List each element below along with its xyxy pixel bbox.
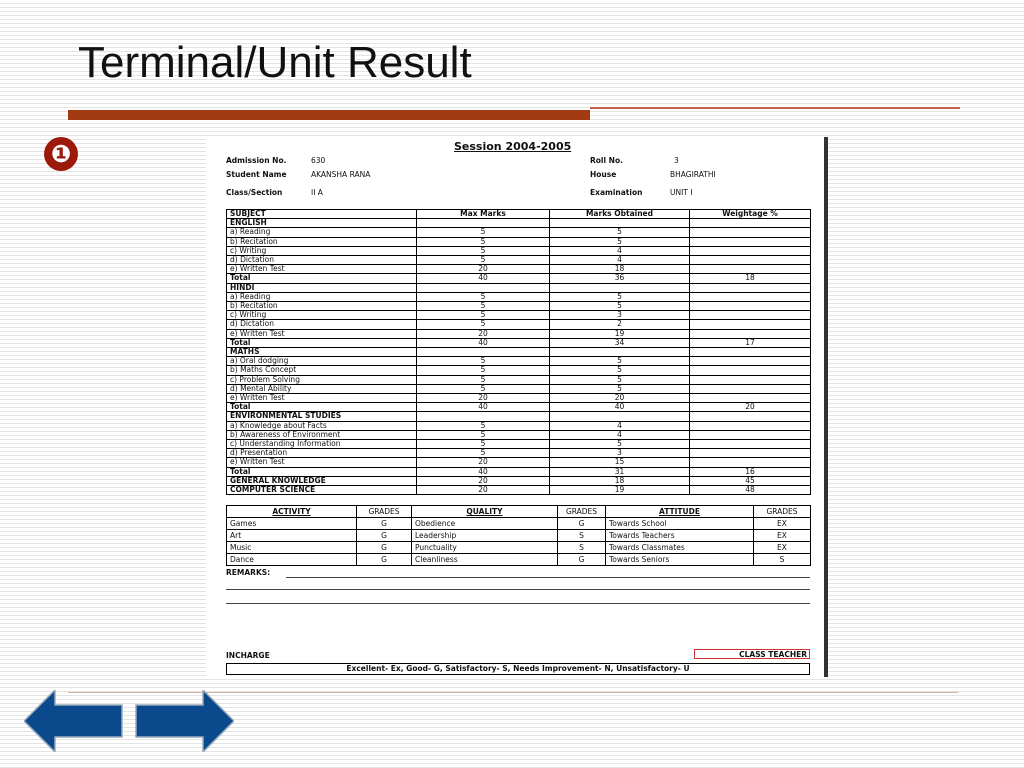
subject-cell: d) Dictation [227, 320, 417, 329]
activity-cell: Towards Classmates [606, 542, 754, 554]
mark-cell [690, 246, 811, 255]
subject-cell: e) Written Test [227, 394, 417, 403]
table-row [227, 338, 811, 347]
roll-value: 3 [674, 156, 679, 165]
table-row [227, 384, 811, 393]
activity-cell: Leadership [412, 530, 558, 542]
mark-cell: 5 [417, 256, 550, 265]
mark-cell: 5 [417, 440, 550, 449]
mark-cell [690, 265, 811, 274]
mark-cell: 5 [417, 237, 550, 246]
incharge-label: INCHARGE [226, 651, 270, 660]
left-arrow-icon [24, 690, 122, 752]
back-arrow-button[interactable] [24, 690, 124, 752]
mark-cell [417, 283, 550, 292]
mark-cell: 5 [417, 246, 550, 255]
grade-cell: EX [754, 530, 811, 542]
number-one-bullet-icon: ❶ [44, 137, 78, 171]
table-row [227, 486, 811, 495]
table-row [227, 476, 811, 485]
mark-cell: 20 [417, 265, 550, 274]
table-row [227, 329, 811, 338]
table-row [227, 530, 811, 542]
mark-cell: 36 [550, 274, 690, 283]
mark-cell: 18 [550, 476, 690, 485]
table-row [227, 237, 811, 246]
subject-cell: b) Awareness of Environment [227, 430, 417, 439]
subject-cell: GENERAL KNOWLEDGE [227, 476, 417, 485]
mark-cell: 4 [550, 246, 690, 255]
mark-cell: 20 [690, 403, 811, 412]
remarks-line [226, 603, 810, 604]
mark-cell [690, 311, 811, 320]
mark-cell: 5 [550, 384, 690, 393]
house-label: House [590, 170, 617, 179]
table-row [227, 554, 811, 566]
grade-legend: Excellent- Ex, Good- G, Satisfactory- S, Needs Improvement- N, Unsatisfactory- U [226, 663, 810, 675]
grade-cell: S [558, 542, 606, 554]
activity-cell: Towards Teachers [606, 530, 754, 542]
mark-cell [690, 375, 811, 384]
subject-cell: e) Written Test [227, 265, 417, 274]
mark-cell: 20 [417, 476, 550, 485]
house-value: BHAGIRATHI [670, 170, 716, 179]
mark-cell: 3 [550, 449, 690, 458]
marks-header-cell: SUBJECT [227, 210, 417, 219]
activity-cell: Punctuality [412, 542, 558, 554]
mark-cell [690, 357, 811, 366]
mark-cell: 4 [550, 430, 690, 439]
mark-cell [417, 412, 550, 421]
mark-cell: 34 [550, 338, 690, 347]
mark-cell: 5 [417, 430, 550, 439]
remarks-line [226, 589, 810, 590]
table-row [227, 449, 811, 458]
subject-cell: a) Oral dodging [227, 357, 417, 366]
marks-header-cell: Max Marks [417, 210, 550, 219]
mark-cell: 31 [550, 467, 690, 476]
remarks-line [286, 577, 810, 578]
table-row [227, 283, 811, 292]
subject-cell: b) Recitation [227, 237, 417, 246]
marks-header-row [227, 210, 811, 219]
subject-cell: d) Dictation [227, 256, 417, 265]
table-row [227, 219, 811, 228]
mark-cell: 2 [550, 320, 690, 329]
mark-cell: 20 [417, 486, 550, 495]
activity-header-cell: GRADES [558, 506, 606, 518]
mark-cell: 5 [550, 302, 690, 311]
slide-title: Terminal/Unit Result [78, 38, 472, 87]
mark-cell: 40 [550, 403, 690, 412]
grade-cell: S [754, 554, 811, 566]
grade-cell: EX [754, 542, 811, 554]
mark-cell [690, 219, 811, 228]
admission-label: Admission No. [226, 156, 287, 165]
grade-cell: G [357, 542, 412, 554]
grade-cell: G [558, 554, 606, 566]
mark-cell: 18 [550, 265, 690, 274]
activity-header-cell: QUALITY [412, 506, 558, 518]
table-row [227, 246, 811, 255]
mark-cell: 40 [417, 403, 550, 412]
marks-header-cell: Weightage % [690, 210, 811, 219]
mark-cell: 5 [550, 357, 690, 366]
mark-cell: 5 [417, 302, 550, 311]
marks-header-cell: Marks Obtained [550, 210, 690, 219]
table-row [227, 311, 811, 320]
table-row [227, 421, 811, 430]
subject-cell: e) Written Test [227, 458, 417, 467]
mark-cell: 40 [417, 467, 550, 476]
grade-cell: G [357, 518, 412, 530]
activity-table [226, 505, 811, 566]
report-card-image [206, 137, 828, 677]
mark-cell: 5 [417, 228, 550, 237]
table-row [227, 403, 811, 412]
subject-cell: c) Understanding Information [227, 440, 417, 449]
activity-cell: Games [227, 518, 357, 530]
remarks-label: REMARKS: [226, 568, 271, 577]
table-row [227, 228, 811, 237]
mark-cell [690, 329, 811, 338]
table-row [227, 348, 811, 357]
mark-cell [690, 302, 811, 311]
mark-cell: 5 [550, 366, 690, 375]
mark-cell: 17 [690, 338, 811, 347]
mark-cell: 4 [550, 421, 690, 430]
mark-cell [690, 348, 811, 357]
marks-table [226, 209, 811, 495]
class-section-value: II A [311, 188, 323, 197]
mark-cell [690, 449, 811, 458]
mark-cell: 16 [690, 467, 811, 476]
subject-cell: Total [227, 274, 417, 283]
mark-cell: 48 [690, 486, 811, 495]
class-section-label: Class/Section [226, 188, 283, 197]
mark-cell: 4 [550, 256, 690, 265]
table-row [227, 265, 811, 274]
mark-cell: 20 [417, 329, 550, 338]
subject-cell: COMPUTER SCIENCE [227, 486, 417, 495]
mark-cell: 5 [550, 237, 690, 246]
mark-cell [690, 237, 811, 246]
mark-cell: 5 [417, 449, 550, 458]
activity-cell: Towards School [606, 518, 754, 530]
right-arrow-icon [136, 690, 234, 752]
mark-cell [690, 440, 811, 449]
mark-cell [690, 458, 811, 467]
mark-cell: 5 [417, 320, 550, 329]
mark-cell: 15 [550, 458, 690, 467]
table-row [227, 366, 811, 375]
activity-header-cell: ACTIVITY [227, 506, 357, 518]
subject-cell: a) Reading [227, 292, 417, 301]
mark-cell: 40 [417, 338, 550, 347]
grade-cell: G [357, 530, 412, 542]
mark-cell: 20 [417, 394, 550, 403]
mark-cell [690, 421, 811, 430]
mark-cell [690, 292, 811, 301]
mark-cell: 45 [690, 476, 811, 485]
grade-cell: G [558, 518, 606, 530]
subject-cell: b) Maths Concept [227, 366, 417, 375]
mark-cell: 19 [550, 329, 690, 338]
mark-cell [690, 320, 811, 329]
class-teacher-label: CLASS TEACHER [694, 649, 810, 659]
activity-cell: Obedience [412, 518, 558, 530]
mark-cell: 18 [690, 274, 811, 283]
grade-cell: S [558, 530, 606, 542]
subject-cell: d) Presentation [227, 449, 417, 458]
mark-cell [690, 430, 811, 439]
mark-cell [417, 348, 550, 357]
mark-cell [690, 366, 811, 375]
student-name-label: Student Name [226, 170, 287, 179]
student-name-value: AKANSHA RANA [311, 170, 371, 179]
mark-cell: 5 [550, 440, 690, 449]
subject-cell: Total [227, 467, 417, 476]
mark-cell: 5 [417, 366, 550, 375]
grade-cell: G [357, 554, 412, 566]
mark-cell: 5 [550, 292, 690, 301]
subject-cell: HINDI [227, 283, 417, 292]
mark-cell [550, 348, 690, 357]
table-row [227, 467, 811, 476]
subject-cell: Total [227, 403, 417, 412]
subject-cell: c) Problem Solving [227, 375, 417, 384]
mark-cell: 5 [550, 375, 690, 384]
activity-header-cell: GRADES [754, 506, 811, 518]
subject-cell: ENVIRONMENTAL STUDIES [227, 412, 417, 421]
table-row [227, 357, 811, 366]
mark-cell: 5 [417, 421, 550, 430]
subject-cell: ENGLISH [227, 219, 417, 228]
mark-cell: 20 [550, 394, 690, 403]
session-label: Session 2004-2005 [454, 140, 572, 153]
mark-cell: 5 [550, 228, 690, 237]
subject-cell: a) Knowledge about Facts [227, 421, 417, 430]
mark-cell: 5 [417, 384, 550, 393]
mark-cell [690, 394, 811, 403]
mark-cell: 40 [417, 274, 550, 283]
activity-cell: Art [227, 530, 357, 542]
mark-cell: 5 [417, 311, 550, 320]
subject-cell: Total [227, 338, 417, 347]
mark-cell [690, 412, 811, 421]
mark-cell: 20 [417, 458, 550, 467]
activity-cell: Cleanliness [412, 554, 558, 566]
mark-cell [417, 219, 550, 228]
activity-cell: Dance [227, 554, 357, 566]
forward-arrow-button[interactable] [134, 690, 234, 752]
subject-cell: d) Mental Ability [227, 384, 417, 393]
activity-cell: Towards Seniors [606, 554, 754, 566]
table-row [227, 292, 811, 301]
mark-cell: 5 [417, 292, 550, 301]
subject-cell: c) Writing [227, 311, 417, 320]
roll-label: Roll No. [590, 156, 623, 165]
mark-cell [550, 412, 690, 421]
table-row [227, 256, 811, 265]
table-row [227, 274, 811, 283]
table-row [227, 302, 811, 311]
subject-cell: e) Written Test [227, 329, 417, 338]
examination-value: UNIT I [670, 188, 693, 197]
mark-cell [690, 256, 811, 265]
table-row [227, 430, 811, 439]
subject-cell: b) Recitation [227, 302, 417, 311]
mark-cell [550, 219, 690, 228]
title-underline-bar [68, 110, 590, 120]
mark-cell: 5 [417, 375, 550, 384]
mark-cell: 3 [550, 311, 690, 320]
title-underline-thin [590, 107, 960, 109]
table-row [227, 518, 811, 530]
activity-header-cell: GRADES [357, 506, 412, 518]
subject-cell: MATHS [227, 348, 417, 357]
activity-header-row [227, 506, 811, 518]
mark-cell [690, 283, 811, 292]
subject-cell: c) Writing [227, 246, 417, 255]
activity-cell: Music [227, 542, 357, 554]
table-row [227, 458, 811, 467]
mark-cell: 19 [550, 486, 690, 495]
activity-header-cell: ATTITUDE [606, 506, 754, 518]
mark-cell [690, 384, 811, 393]
examination-label: Examination [590, 188, 643, 197]
table-row [227, 412, 811, 421]
table-row [227, 440, 811, 449]
mark-cell [550, 283, 690, 292]
table-row [227, 542, 811, 554]
table-row [227, 394, 811, 403]
subject-cell: a) Reading [227, 228, 417, 237]
grade-cell: EX [754, 518, 811, 530]
table-row [227, 320, 811, 329]
admission-value: 630 [311, 156, 326, 165]
mark-cell: 5 [417, 357, 550, 366]
mark-cell [690, 228, 811, 237]
table-row [227, 375, 811, 384]
